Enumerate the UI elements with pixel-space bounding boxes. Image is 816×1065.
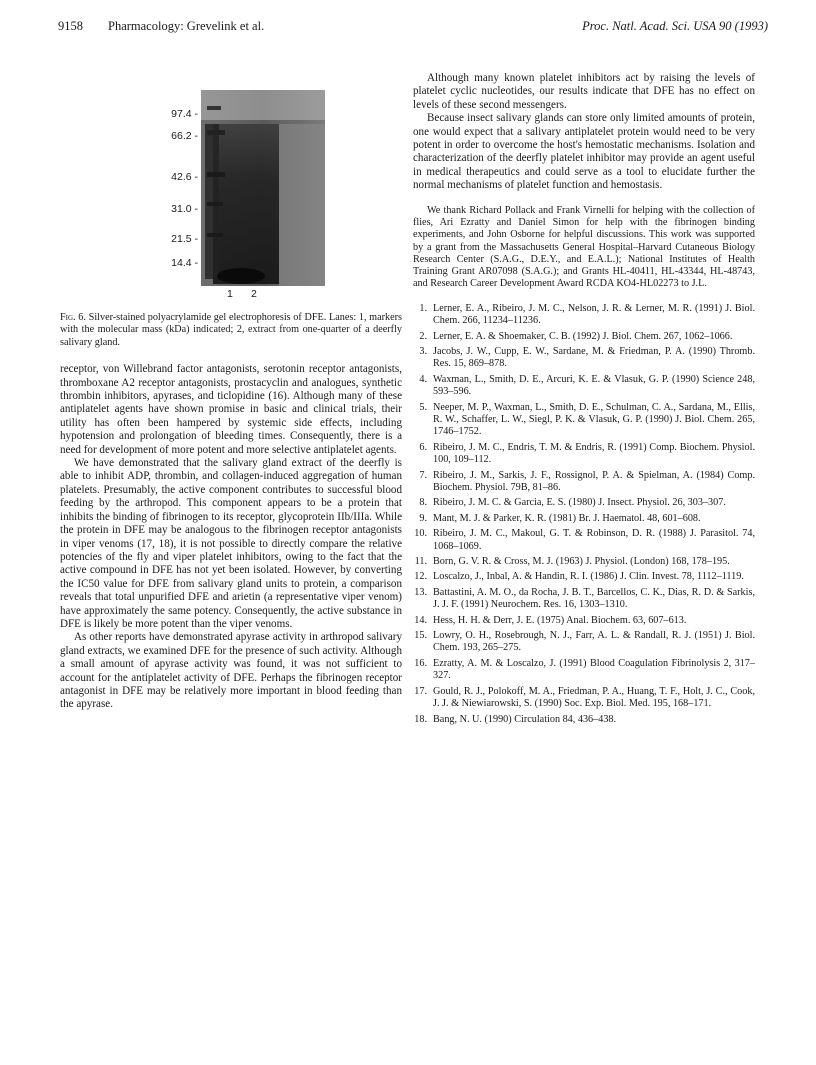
reference-item: 10. Ribeiro, J. M. C., Makoul, G. T. & Robinson, D. R. (1988) J. Parasitol. 74, 1068–1069. [414,528,755,552]
reference-item: 15. Lowry, O. H., Rosebrough, N. J., Farr, A. L. & Randall, R. J. (1951) J. Biol. Chem. 193, 265–275. [414,630,755,654]
reference-item: 18. Bang, N. U. (1990) Circulation 84, 436–438. [414,713,617,725]
paragraph: receptor, von Willebrand factor antagonists, serotonin receptor antagonists, thromboxane A2 receptor antagonists, prostacyclin and analogues, synthetic thrombin inhibitors, apyrases, and ticlopidine (16). Although many of these antiplatelet agents have shown promise in basic and clinical trials, their utility has often been hampered by systemic side effects, including hypotension and prolongation of bleeding times. Consequently, there is a need for development of more potent and more selective antiplatelet agents. [60,363,402,456]
reference-item: 9. Mant, M. J. & Parker, K. R. (1981) Br. J. Haematol. 48, 601–608. [419,512,701,524]
reference-item: 4. Waxman, L., Smith, D. E., Arcuri, K. E. & Vlasuk, G. P. (1990) Science 248, 593–596. [419,373,755,398]
right-column [413,72,755,729]
lane-label-1: 1 [227,288,233,300]
lane-label-2: 2 [251,288,257,300]
page-number: 9158 [58,19,83,33]
caption-label: Fig. 6. [60,312,86,323]
left-body-text [60,363,402,712]
reference-item: 7. Ribeiro, J. M., Sarkis, J. F., Rossignol, P. A. & Spielman, A. (1984) Comp. Biochem. Physiol. 79B, 81–86. [419,469,755,494]
paragraph: We have demonstrated that the salivary gland extract of the deerfly is able to inhibit ADP, thrombin, and collagen-induced aggregation of human platelets. Presumably, the active component contributes to successful blood feeding by the arthropod. This component appears to be a protein that inhibits the binding of fibrinogen to its receptor, glycoprotein IIb/IIIa. While the protein in DFE may be analogous to the fibrinogen receptor antagonists in viper venoms (17, 18), it is not possible to directly compare the relative potencies of the fly and viper platelet inhibitors, owing to the fact that the active compound in DFE has not yet been isolated. However, by converting the IC50 value for DFE from salivary gland units to protein, a comparison reveals that total unpurified DFE and arietin (a representative viper venom) have approximately the same potency. Consequently, the active substance in DFE is likely be more potent than the viper venoms. [60,457,402,630]
reference-list [413,303,755,726]
marker-97-4: 97.4 - [171,108,198,120]
gel-electrophoresis-image [201,90,325,286]
left-column [60,72,402,712]
acknowledgment: We thank Richard Pollack and Frank Virnelli for helping with the collection of flies, Ari Ezratty and Daniel Simon for help with the fibrinogen binding experiments, and John Osborne for helpful discussions. This work was supported by a grant from the Massachusetts General Hospital–Harvard Cutaneous Biology Research Center (S.A.G., D.E.Y., and E.A.L.); National Institutes of Health Training Grant AR07098 (S.A.G.); and Grants HL-40411, HL-43344, HL-48743, and Research Career Development Award RCDA KO4-HL02273 to J.L. [413,204,755,290]
paragraph: Because insect salivary glands can store only limited amounts of protein, one would expect that a salivary antiplatelet protein would need to be very potent in order to overcome the host's hemostatic mechanisms. Isolation and characterization of the deerfly platelet inhibitor may provide an agent useful in medical therapeutics and could serve as a tool to elucidate further the normal mechanisms of platelet function and hemostasis. [413,112,755,192]
reference-item: 8. Ribeiro, J. M. C. & Garcia, E. S. (1980) J. Insect. Physiol. 26, 303–307. [419,497,726,509]
reference-item: 13. Battastini, A. M. O., da Rocha, J. B. T., Barcellos, C. K., Dias, R. D. & Sarkis, J. J. F. (1991) Neurochem. Res. 16, 1303–1310. [414,586,755,611]
reference-item: 11. Born, G. V. R. & Cross, M. J. (1963) J. Physiol. (London) 168, 178–195. [414,556,730,568]
reference-item: 2. Lerner, E. A. & Shoemaker, C. B. (1992) J. Biol. Chem. 267, 1062–1066. [419,330,733,342]
paragraph: Although many known platelet inhibitors act by raising the levels of platelet cyclic nucleotides, our results indicate that DFE has no effect on levels of these second messengers. [413,72,755,111]
reference-item: 3. Jacobs, J. W., Cupp, E. W., Sardane, M. & Friedman, P. A. (1990) Thromb. Res. 15, 869–878. [419,345,755,370]
journal-citation: Proc. Natl. Acad. Sci. USA 90 (1993) [582,19,768,33]
paragraph: As other reports have demonstrated apyrase activity in arthropod salivary gland extracts, we examined DFE for the presence of such activity. Although a small amount of apyrase activity was found, it was not sufficient to account for the antiplatelet activity of DFE. Perhaps the fibrinogen receptor antagonist in DFE may be relatively more important in blood feeding than the apyrase. [60,631,402,711]
page-header [58,19,768,35]
reference-item: 1. Lerner, E. A., Ribeiro, J. M. C., Nelson, J. R. & Lerner, M. R. (1991) J. Biol. Chem. 266, 11234–11236. [419,302,755,327]
marker-66-2: 66.2 - [171,130,198,142]
reference-item: 5. Neeper, M. P., Waxman, L., Smith, D. E., Schulman, C. A., Sardana, M., Ellis, R. W., Schaffer, L. W., Siegl, P. K. & Vlasuk, G. P. (1990) J. Biol. Chem. 265, 1746–1752. [419,401,755,438]
figure-caption [60,312,402,349]
caption-text: Silver-stained polyacrylamide gel electrophoresis of DFE. Lanes: 1, markers with the molecular mass (kDa) indicated; 2, extract from one-quarter of a deerfly salivary gland. [60,312,402,348]
marker-14-4: 14.4 - [171,257,198,269]
marker-21-5: 21.5 - [171,233,198,245]
reference-item: 12. Loscalzo, J., Inbal, A. & Handin, R. I. (1986) J. Clin. Invest. 78, 1112–1119. [414,571,744,583]
reference-item: 6. Ribeiro, J. M. C., Endris, T. M. & Endris, R. (1991) Comp. Biochem. Physiol. 100, 109–112. [419,441,755,466]
marker-31-0: 31.0 - [171,203,198,215]
running-head: Pharmacology: Grevelink et al. [108,19,265,33]
reference-item: 17. Gould, R. J., Polokoff, M. A., Friedman, P. A., Huang, T. F., Holt, J. C., Cook, J. J. & Niewiarowski, S. (1990) Soc. Exp. Biol. Med. 195, 168–171. [414,685,755,710]
reference-item: 14. Hess, H. H. & Derr, J. E. (1975) Anal. Biochem. 63, 607–613. [414,614,687,626]
figure-6 [60,72,402,306]
marker-42-6: 42.6 - [171,171,198,183]
reference-item: 16. Ezratty, A. M. & Loscalzo, J. (1991) Blood Coagulation Fibrinolysis 2, 317–327. [414,657,755,682]
